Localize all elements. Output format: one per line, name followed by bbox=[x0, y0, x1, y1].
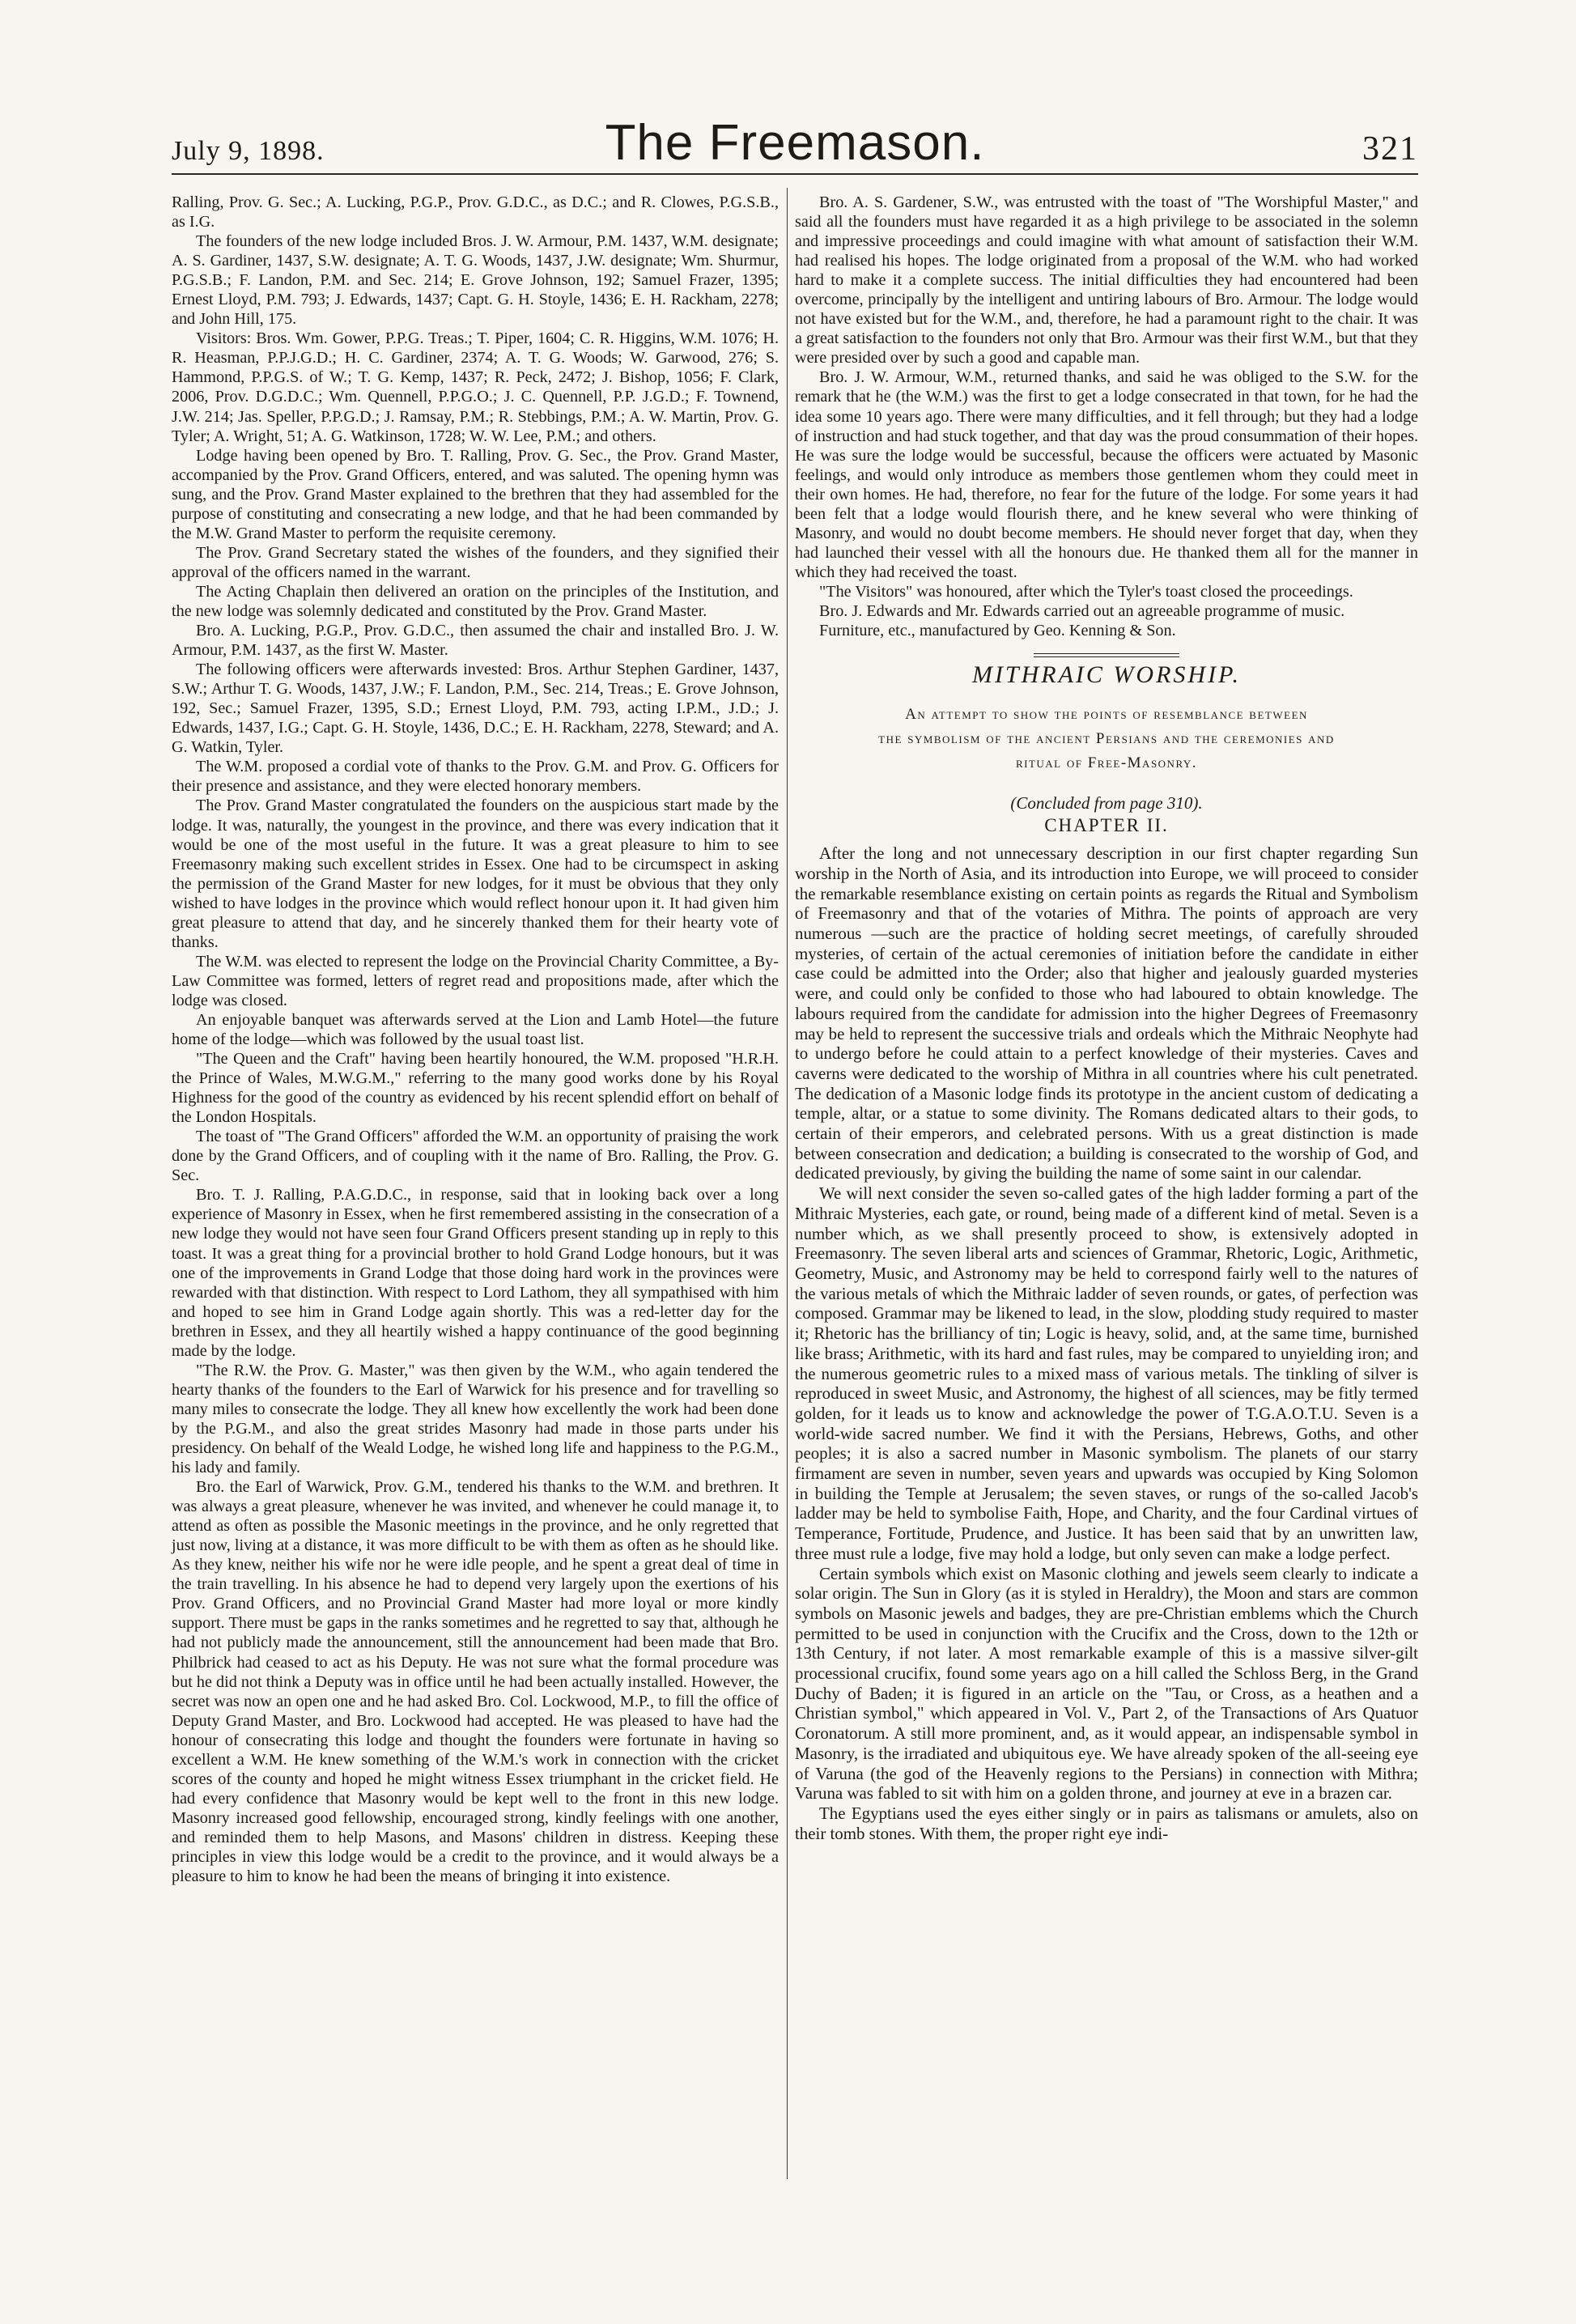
left-column bbox=[172, 193, 779, 1886]
article-paragraph: Lodge having been opened by Bro. T. Ralling, Prov. G. Sec., the Prov. Grand Master, accompanied by the Prov. Grand Officers, entered, and was saluted. The opening hymn was sung, and the Prov. Grand Master explained to the brethren that they had assembled for the purpose of constituting and consecrating a new lodge, and that he had been commanded by the M.W. Grand Master to perform the requisite ceremony. bbox=[172, 446, 779, 542]
section-subtitle bbox=[795, 703, 1418, 775]
article-paragraph: We will next consider the seven so-called gates of the high ladder forming a part of the Mithraic Mysteries, each gate, or round, being made of a different kind of metal. Seven is a number which, as we shall presently proceed to show, is extensively adopted in Freemasonry. The seven liberal arts and sciences of Grammar, Rhetoric, Logic, Arithmetic, Geometry, Music, and Astronomy may be held to correspond fairly well to the natures of the various metals of which the Mithraic ladder of seven rounds, or gates, of perfection was composed. Grammar may be likened to lead, in the slow, plodding study required to master it; Rhetoric has the brilliancy of tin; Logic is heavy, solid, and, at the same time, burnished like brass; Arithmetic, with its hard and fast rules, may be compared to unyielding iron; and the numerous geometric rules to a mixed mass of various metals. The tinkling of silver is reproduced in sweet Music, and Astronomy, the highest of all sciences, may be fitly termed golden, for it leads us to know and acknowledge the power of T.G.A.O.T.U. Seven is a world-wide sacred number. We find it with the Persians, Hebrews, Goths, and other peoples; it is also a sacred number in Masonic symbolism. The planets of our starry firmament are seven in number, seven years and upwards was occupied by King Solomon in building the Temple at Jerusalem; the seven staves, or rungs of the so-called Jacob's ladder may be held to symbolise Faith, Hope, and Charity, and the four Cardinal virtues of Temperance, Fortitude, Prudence, and Justice. It has been said that by an unwritten law, three must rule a lodge, five may hold a lodge, but only seven can make a lodge perfect. bbox=[795, 1183, 1418, 1563]
article-paragraph: The founders of the new lodge included Bros. J. W. Armour, P.M. 1437, W.M. designate; A. S. Gardiner, 1437, S.W. designate; A. T. G. Woods, 1437, J.W. designate; Wm. Shurmur, P.G.S.B.; F. Landon, P.M. and Sec. 214; E. Grove Johnson, 192; Samuel Frazer, 1395; Ernest Lloyd, P.M. 793; J. Edwards, 1437; Capt. G. H. Stoyle, 1436; E. H. Rackham, 2278; and John Hill, 175. bbox=[172, 232, 779, 329]
article-paragraph: The Egyptians used the eyes either singly or in pairs as talismans or amulets, also on their tomb stones. With them, the proper right eye indi- bbox=[795, 1803, 1418, 1843]
article-paragraph: Bro. A. Lucking, P.G.P., Prov. G.D.C., then assumed the chair and installed Bro. J. W. Armour, P.M. 1437, as the first W. Master. bbox=[172, 622, 779, 660]
article-paragraph: The W.M. was elected to represent the lodge on the Provincial Charity Committee, a By-Law Committee was formed, letters of regret read and propositions made, after which the lodge was closed. bbox=[172, 952, 779, 1009]
article-paragraph: Ralling, Prov. G. Sec.; A. Lucking, P.G.P., Prov. G.D.C., as D.C.; and R. Clowes, P.G.S.B., as I.G. bbox=[172, 193, 779, 232]
article-paragraph: The following officers were afterwards invested: Bros. Arthur Stephen Gardiner, 1437, S.W.; Arthur T. G. Woods, 1437, J.W.; F. Landon, P.M., Sec. 214, Treas.; E. Grove Johnson, 192, Sec.; Samuel Frazer, 1395, S.D.; Ernest Lloyd, P.M. 793, acting I.P.M., J.D.; J. Edwards, 1437, I.G.; Capt. G. H. Stoyle, 1436, D.C.; E. H. Rackham, 2278, Steward; and A. G. Watkin, Tyler. bbox=[172, 661, 779, 757]
chapter-heading: CHAPTER II. bbox=[1044, 815, 1169, 836]
section-subtitle-line: An attempt to show the points of resemblance between bbox=[905, 706, 1308, 724]
article-paragraph: "The Queen and the Craft" having been heartily honoured, the W.M. proposed "H.R.H. the Prince of Wales, M.W.G.M.," referring to the many good works done by his Royal Highness for the good of the country as evidenced by his recent splendid effort on behalf of the London Hospitals. bbox=[172, 1050, 779, 1127]
article-paragraph: After the long and not unnecessary description in our first chapter regarding Sun worship in the North of Asia, and its introduction into Europe, we will proceed to consider the remarkable resemblance existing on certain points as regards the Ritual and Symbolism of Freemasonry and that of the votaries of Mithra. The points of approach are very numerous —such are the practice of holding secret meetings, of carefully shrouded mysteries, of certain of the actual ceremonies of initiation before the candidate in either case could be admitted into the Order; also that higher and jealously guarded mysteries were, and could only be confided to those who had laboured to obtain knowledge. The labours required from the candidate for admission into the higher Degrees of Freemasonry may be held to represent the successive trials and ordeals which the Mithraic Neophyte had to undergo before he could attain to a perfect knowledge of their mysteries. Caves and caverns were dedicated to the worship of Mithra in all countries where his cult penetrated. The dedication of a Masonic lodge finds its prototype in the ancient custom of dedicating a temple, altar, or a statue to some divinity. The Romans dedicated altars to their gods, to certain of their emperors, and celebrated persons. With us a great distinction is made between consecration and dedication; a building is consecrated to the worship of God, and dedicated previously, by giving the building the name of some saint in our calendar. bbox=[795, 843, 1418, 1183]
article-paragraph: Furniture, etc., manufactured by Geo. Kenning & Son. bbox=[819, 622, 1176, 640]
section-subtitle-line: the symbolism of the ancient Persians and the ceremonies and bbox=[878, 730, 1335, 748]
masthead bbox=[172, 97, 1418, 172]
section-divider-rule bbox=[1034, 653, 1179, 657]
article-paragraph: Certain symbols which exist on Masonic clothing and jewels seem clearly to indicate a solar origin. The Sun in Glory (as it is styled in Heraldry), the Moon and stars are common symbols on Masonic jewels and badges, they are pre-Christian emblems which the Church permitted to be used in conjunction with the Crucifix and the Cross, down to the 12th or 13th Century, if not later. A most remarkable example of this is a massive silver-gilt processional crucifix, found some years ago on a hill called the Schloss Berg, in the Grand Duchy of Baden; it is figured in an article on the "Tau, or Cross, as a heathen and a Christian symbol," which appeared in Vol. V., Part 2, of the Transactions of Ars Quatuor Coronatorum. A still more prominent, and, as it would appear, an indispensable symbol in Masonry, is the irradiated and ubiquitous eye. We have already spoken of the all-seeing eye of Varuna (the god of the Heavenly regions to the Persians) in connection with Mithra; Varuna was fabled to sit with him on a golden throne, and journey at eve in a brazen car. bbox=[795, 1563, 1418, 1804]
article-paragraph: Bro. J. Edwards and Mr. Edwards carried out an agreeable programme of music. bbox=[819, 601, 1345, 620]
article-paragraph: The Acting Chaplain then delivered an oration on the principles of the Institution, and the new lodge was solemnly dedicated and constituted by the Prov. Grand Master. bbox=[172, 582, 779, 620]
article-paragraph: Bro. J. W. Armour, W.M., returned thanks, and said he was obliged to the S.W. for the remark that he (the W.M.) was the first to get a lodge consecrated in that town, for he had the idea some 10 years ago. There were many difficulties, and it fell through; but they had a lodge of instruction and had stuck together, and that day was the proud consummation of their hopes. He was sure the lodge would be successful, because the officers were actuated by Masonic feelings, and would only introduce as members those gentlemen whom they could meet in their own homes. He had, therefore, no fear for the future of the lodge. For some years it had been felt that a lodge would flourish there, and he knew several who were thinking of Masonry, and would no doubt become members. He should never forget that day, when they had launched their vessel with all the honours due. He thanked them all for the manner in which they had received the toast. bbox=[795, 368, 1418, 581]
issue-date: July 9, 1898. bbox=[172, 136, 325, 166]
newspaper-title: The Freemason. bbox=[605, 115, 985, 171]
article-paragraph: Bro. T. J. Ralling, P.A.G.D.C., in response, said that in looking back over a long experience of Masonry in Essex, when he first remembered assisting in the consecration of a new lodge they would not have seen four Grand Officers present standing up in reply to this toast. It was a great thing for a provincial brother to hold Grand Lodge honours, but it was one of the improvements in Grand Lodge that those doing hard work in the provinces were rewarded with that distinction. With respect to Lord Lathom, they all sympathised with him and hoped to see him in Grand Lodge again shortly. This was a red-letter day for the brethren in Essex, and they all heartily wished a happy continuance of the good beginning made by the lodge. bbox=[172, 1186, 779, 1360]
column-divider bbox=[787, 188, 788, 2179]
masthead-rule bbox=[172, 173, 1418, 175]
article-paragraph: Bro. A. S. Gardener, S.W., was entrusted with the toast of "The Worshipful Master," and said all the founders must have regarded it as a high privilege to be associated in the solemn and impressive proceedings and could imagine with what amount of satisfaction their W.M. had realised his hopes. The lodge originated from a proposal of the W.M. who had worked hard to make it a complete success. The initial difficulties they had encountered had been overcome, principally by the intelligent and untiring labours of Bro. Armour. The lodge would not have existed but for the W.M., and, therefore, he had a paramount right to the chair. It was a great satisfaction to the founders not only that Bro. Armour was their first W.M., but that they were presided over by such a good and capable man. bbox=[795, 193, 1418, 368]
article-paragraph: The Prov. Grand Secretary stated the wishes of the founders, and they signified their approval of the officers named in the warrant. bbox=[172, 543, 779, 581]
article-paragraph: "The Visitors" was honoured, after which the Tyler's toast closed the proceedings. bbox=[819, 582, 1353, 601]
article-paragraph: "The R.W. the Prov. G. Master," was then given by the W.M., who again tendered the hearty thanks of the founders to the Earl of Warwick for his presence and for travelling so many miles to consecrate the lodge. They all knew how excellently the work had been done by the P.G.M., and also the great strides Masonry had made in those parts under his presidency. On behalf of the Weald Lodge, he wished long life and happiness to the P.G.M., his lady and family. bbox=[172, 1361, 779, 1477]
article-paragraph: Bro. the Earl of Warwick, Prov. G.M., tendered his thanks to the W.M. and brethren. It was always a great pleasure, whenever he was invited, and whenever he could manage it, to attend as often as possible the Masonic meetings in the province, and he only regretted that just now, living at a distance, it was more difficult to be with them as often as he should like. As they knew, neither his wife nor he were idle people, and he spent a great deal of time in the train travelling. In his absence he had to depend very largely upon the exertions of his Prov. Grand Officers, and no Provincial Grand Master had more loyal or more kindly support. There must be gaps in the ranks sometimes and he regretted to say that, although he had not publicly made the announcement, still the announcement had been made that Bro. Philbrick had ceased to act as his Deputy. He was not sure what the formal procedure was but he did not think a Deputy was in office until he had been actually installed. However, the secret was now an open one and he had asked Bro. Col. Lockwood, M.P., to fill the office of Deputy Grand Master, and Bro. Lockwood had accepted. He was pleased to have had the honour of consecrating this lodge and thought the founders were fortunate in having so excellent a W.M. He knew something of the W.M.'s work in connection with the cricket scores of the county and hoped he might witness Essex triumphant in the cricket field. He had every confidence that Masonry would be kept well to the front in this new lodge. Masonry increased good fellowship, encouraged strong, kindly feelings with one another, and reminded them to help Masons, and Masons' children in distress. Keeping these principles in view this lodge would be a credit to the province, and it would always be a pleasure to him to know he had been the means of bringing it into existence. bbox=[172, 1478, 779, 1886]
continuation-note: (Concluded from page 310). bbox=[1010, 793, 1203, 814]
page-number: 321 bbox=[1362, 130, 1418, 168]
section-subtitle-line: ritual of Free-Masonry. bbox=[1015, 754, 1198, 772]
article-paragraph: Visitors: Bros. Wm. Gower, P.P.G. Treas.; T. Piper, 1604; C. R. Higgins, W.M. 1076; H. R. Heasman, P.P.J.G.D.; H. C. Gardiner, 2374; A. T. G. Woods; W. Garwood, 276; S. Hammond, P.P.G.S. of W.; T. G. Kemp, 1437; R. Peck, 2472; J. Bishop, 1056; F. Clark, 2006, Prov. D.G.D.C.; Wm. Quennell, P.P.G.O.; J. C. Quennell, P.P. J.G.D.; F. Townend, J.W. 214; Jas. Speller, P.P.G.D.; J. Ramsay, P.M.; R. Stebbings, P.M.; A. W. Martin, Prov. G. Tyler; A. Wright, 51; A. G. Watkinson, 1728; W. W. Lee, P.M.; and others. bbox=[172, 329, 779, 445]
article-paragraph: The Prov. Grand Master congratulated the founders on the auspicious start made by the lodge. It was, naturally, the youngest in the province, and there was every indication that it would be one of the most useful in the future. It was a great pleasure to him to see Freemasonry making such excellent strides in Essex. One had to be circumspect in asking the permission of the Grand Master for new lodges, for it must be obvious that they only wished to have lodges in the province which would reflect honour upon it. It had given him great pleasure to attend that day, and he sincerely thanked them for their hearty vote of thanks. bbox=[172, 797, 779, 951]
chapter-body bbox=[795, 843, 1418, 1843]
article-paragraph: The W.M. proposed a cordial vote of thanks to the Prov. G.M. and Prov. G. Officers for their presence and assistance, and they were elected honorary members. bbox=[172, 758, 779, 796]
section-title: MITHRAIC WORSHIP. bbox=[971, 661, 1242, 689]
article-paragraph: An enjoyable banquet was afterwards served at the Lion and Lamb Hotel—the future home of the lodge—which was followed by the usual toast list. bbox=[172, 1010, 779, 1049]
right-column bbox=[795, 193, 1418, 1843]
article-paragraph: The toast of "The Grand Officers" afforded the W.M. an opportunity of praising the work done by the Grand Officers, and of coupling with it the name of Bro. Ralling, the Prov. G. Sec. bbox=[172, 1128, 779, 1185]
